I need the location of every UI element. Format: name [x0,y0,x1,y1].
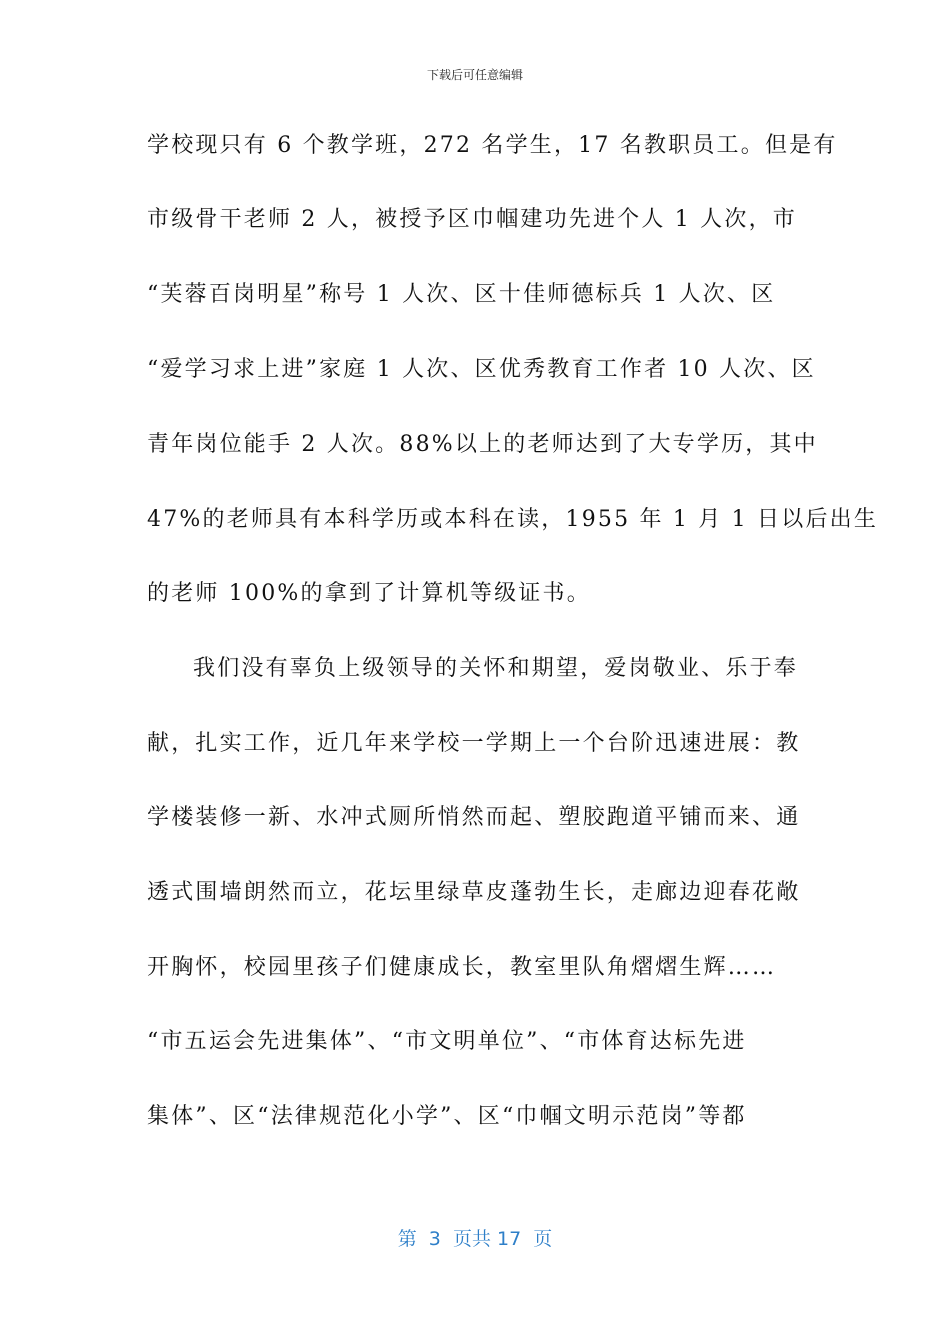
paragraph-line: 学楼装修一新、水冲式厕所悄然而起、塑胶跑道平铺而来、通 [147,805,801,830]
paragraph-line: 献，扎实工作，近几年来学校一学期上一个台阶迅速进展：教 [147,731,801,756]
paragraph-line: 学校现只有 6 个教学班，272 名学生，17 名教职员工。但是有 [147,133,838,158]
paragraph-line: 透式围墙朗然而立，花坛里绿草皮蓬勃生长，走廊边迎春花敞 [147,880,801,905]
page-number-label: 第 3 页共 17 页 [397,1228,553,1250]
header-note: 下载后可任意编辑 [426,68,523,82]
paragraph-line: “市五运会先进集体”、“市文明单位”、“市体育达标先进 [147,1029,747,1054]
paragraph-line: “爱学习求上进”家庭 1 人次、区优秀教育工作者 10 人次、区 [147,357,816,382]
paragraph-line: 市级骨干老师 2 人，被授予区巾帼建功先进个人 1 人次，市 [147,207,797,232]
paragraph-line: 47%的老师具有本科学历或本科在读，1955 年 1 月 1 日以后出生 [147,507,879,532]
page-number-footer [0,1224,950,1251]
paragraph-line: 的老师 100%的拿到了计算机等级证书。 [147,581,591,606]
paragraph-line: 我们没有辜负上级领导的关怀和期望，爱岗敬业、乐于奉 [193,656,799,681]
paragraph-line: 青年岗位能手 2 人次。88%以上的老师达到了大专学历，其中 [147,432,818,457]
paragraph-line: 开胸怀，校园里孩子们健康成长，教室里队角熠熠生辉…… [147,955,777,980]
paragraph-line: 集体”、区“法律规范化小学”、区“巾帼文明示范岗”等都 [147,1104,747,1129]
paragraph-line: “芙蓉百岗明星”称号 1 人次、区十佳师德标兵 1 人次、区 [147,282,776,307]
